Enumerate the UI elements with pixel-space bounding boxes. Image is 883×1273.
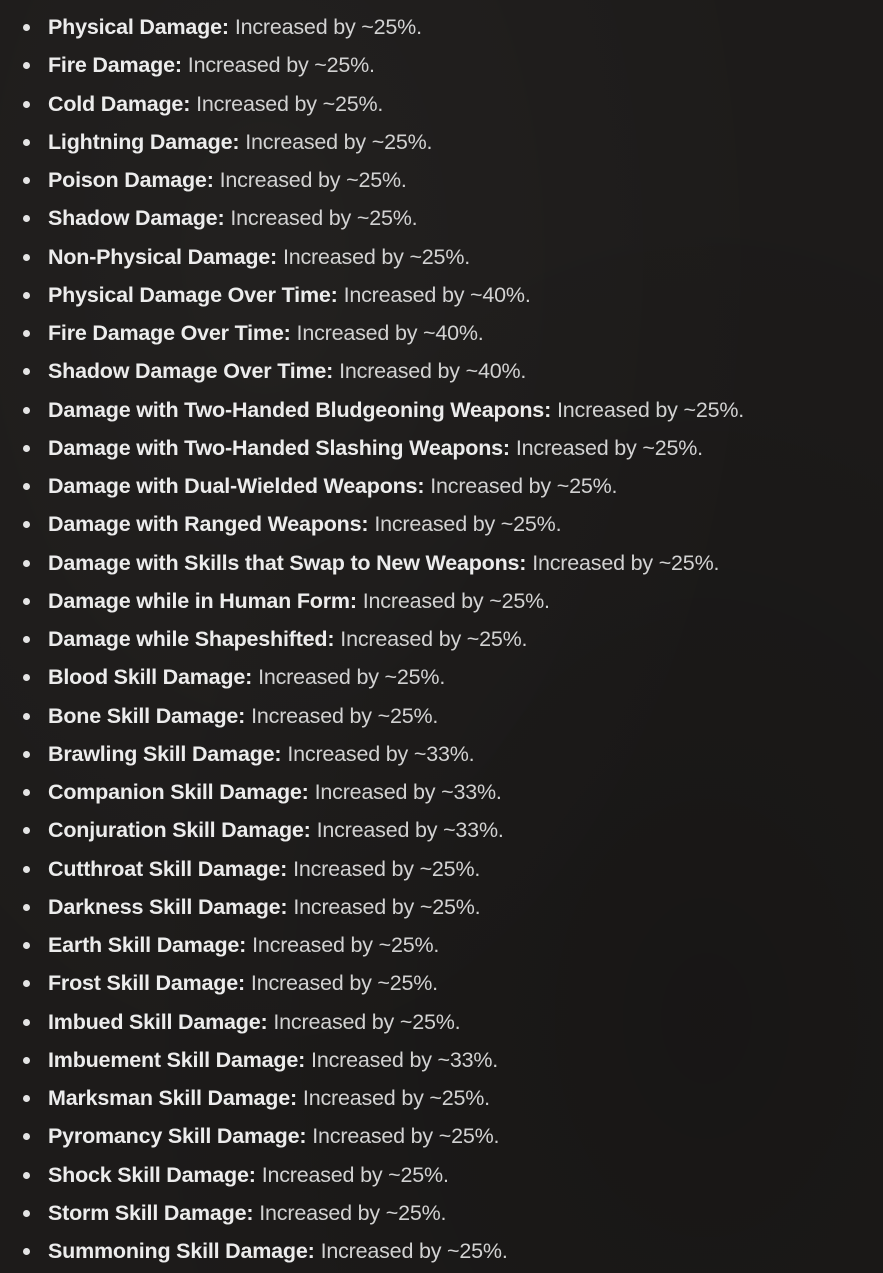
modifier-name: Damage with Two-Handed Slashing Weapons: bbox=[48, 435, 510, 460]
modifier-name: Blood Skill Damage: bbox=[48, 665, 253, 690]
modifier-name: Damage with Dual-Wielded Weapons: bbox=[48, 474, 425, 498]
modifier-value: Increased by ~25%. bbox=[219, 168, 407, 192]
modifier-name: Physical Damage: bbox=[48, 15, 229, 39]
modifier-name: Shock Skill Damage: bbox=[48, 1162, 256, 1187]
modifier-value: Increased by ~25%. bbox=[430, 474, 618, 498]
bullet-icon bbox=[23, 1248, 30, 1255]
list-item bbox=[0, 697, 883, 735]
list-item bbox=[0, 85, 883, 123]
list-item bbox=[0, 8, 883, 46]
modifier-value: Increased by ~25%. bbox=[515, 435, 703, 460]
modifier-name: Imbued Skill Damage: bbox=[48, 1009, 268, 1034]
modifier-name: Conjuration Skill Damage: bbox=[48, 818, 311, 843]
modifier-value: Increased by ~25%. bbox=[250, 971, 438, 996]
modifier-name: Lightning Damage: bbox=[48, 129, 240, 154]
modifier-value: Increased by ~33%. bbox=[316, 818, 504, 843]
bullet-icon bbox=[23, 636, 30, 643]
modifier-value: Increased by ~25%. bbox=[251, 703, 439, 728]
bullet-icon bbox=[23, 560, 30, 567]
modifier-name: Cold Damage: bbox=[48, 91, 191, 116]
modifier-value: Increased by ~25%. bbox=[252, 933, 440, 957]
bullet-icon bbox=[23, 62, 30, 69]
list-item bbox=[0, 582, 883, 620]
modifier-name: Cutthroat Skill Damage: bbox=[48, 856, 288, 881]
list-item bbox=[0, 658, 883, 696]
list-item bbox=[0, 1156, 883, 1194]
modifier-name: Summoning Skill Damage: bbox=[48, 1239, 315, 1263]
modifier-value: Increased by ~25%. bbox=[293, 894, 481, 919]
modifier-name: Damage with Ranged Weapons: bbox=[48, 512, 369, 537]
bullet-icon bbox=[23, 101, 30, 108]
list-item bbox=[0, 238, 883, 276]
modifier-name: Shadow Damage Over Time: bbox=[48, 359, 334, 384]
bullet-icon bbox=[23, 330, 30, 337]
bullet-icon bbox=[23, 292, 30, 299]
bullet-icon bbox=[23, 1133, 30, 1140]
bullet-icon bbox=[23, 254, 30, 261]
bullet-icon bbox=[23, 598, 30, 605]
bullet-icon bbox=[23, 521, 30, 528]
modifier-value: Increased by ~25%. bbox=[187, 53, 375, 78]
modifier-value: Increased by ~25%. bbox=[282, 244, 471, 269]
bullet-icon bbox=[23, 674, 30, 681]
list-item bbox=[0, 1003, 883, 1041]
modifier-value: Increased by ~33%. bbox=[311, 1047, 499, 1072]
modifier-name: Companion Skill Damage: bbox=[48, 780, 309, 804]
list-item bbox=[0, 1194, 883, 1232]
bullet-icon bbox=[23, 827, 30, 834]
modifier-name: Marksman Skill Damage: bbox=[48, 1086, 297, 1110]
modifier-value: Increased by ~25%. bbox=[196, 91, 384, 116]
modifier-name: Damage while Shapeshifted: bbox=[48, 627, 335, 651]
bullet-icon bbox=[23, 713, 30, 720]
modifier-name: Darkness Skill Damage: bbox=[48, 894, 288, 919]
content-area bbox=[0, 8, 883, 1270]
modifier-value: Increased by ~25%. bbox=[320, 1239, 508, 1263]
modifier-name: Damage with Two-Handed Bludgeoning Weapons: bbox=[48, 397, 552, 422]
list-item bbox=[0, 352, 883, 390]
list-item bbox=[0, 620, 883, 658]
list-item bbox=[0, 735, 883, 773]
list-item bbox=[0, 123, 883, 161]
list-item bbox=[0, 1117, 883, 1155]
bullet-icon bbox=[23, 368, 30, 375]
modifier-value: Increased by ~33%. bbox=[287, 741, 475, 766]
modifier-name: Frost Skill Damage: bbox=[48, 971, 245, 996]
bullet-icon bbox=[23, 445, 30, 452]
list-item bbox=[0, 199, 883, 237]
bullet-icon bbox=[23, 1057, 30, 1064]
list-item bbox=[0, 467, 883, 505]
modifier-value: Increased by ~40%. bbox=[296, 321, 484, 345]
bullet-icon bbox=[23, 24, 30, 31]
modifier-name: Storm Skill Damage: bbox=[48, 1200, 254, 1225]
list-item bbox=[0, 888, 883, 926]
modifier-value: Increased by ~25%. bbox=[293, 856, 481, 881]
modifier-value: Increased by ~25%. bbox=[245, 129, 433, 154]
bullet-icon bbox=[23, 483, 30, 490]
bullet-icon bbox=[23, 751, 30, 758]
modifier-value: Increased by ~25%. bbox=[261, 1162, 449, 1187]
list-item bbox=[0, 161, 883, 199]
modifier-value: Increased by ~25%. bbox=[374, 512, 562, 537]
bullet-icon bbox=[23, 1019, 30, 1026]
modifier-value: Increased by ~25%. bbox=[302, 1086, 490, 1110]
bullet-icon bbox=[23, 215, 30, 222]
bullet-icon bbox=[23, 866, 30, 873]
bullet-icon bbox=[23, 1095, 30, 1102]
modifier-value: Increased by ~25%. bbox=[258, 665, 446, 690]
modifier-value: Increased by ~40%. bbox=[343, 282, 531, 307]
modifier-name: Imbuement Skill Damage: bbox=[48, 1047, 306, 1072]
bullet-icon bbox=[23, 1210, 30, 1217]
bullet-icon bbox=[23, 407, 30, 414]
modifier-value: Increased by ~25%. bbox=[273, 1009, 461, 1034]
list-item bbox=[0, 276, 883, 314]
modifier-value: Increased by ~33%. bbox=[314, 780, 502, 804]
modifier-name: Damage with Skills that Swap to New Weapons: bbox=[48, 550, 527, 575]
modifier-value: Increased by ~25%. bbox=[259, 1200, 447, 1225]
list-item bbox=[0, 46, 883, 84]
list-item bbox=[0, 1079, 883, 1117]
bullet-icon bbox=[23, 1172, 30, 1179]
damage-modifier-list bbox=[0, 8, 883, 1270]
modifier-value: Increased by ~25%. bbox=[234, 15, 422, 39]
list-item bbox=[0, 773, 883, 811]
modifier-name: Fire Damage: bbox=[48, 53, 182, 78]
bullet-icon bbox=[23, 904, 30, 911]
bullet-icon bbox=[23, 139, 30, 146]
list-item bbox=[0, 314, 883, 352]
modifier-value: Increased by ~25%. bbox=[532, 550, 720, 575]
modifier-value: Increased by ~25%. bbox=[362, 588, 550, 613]
list-item bbox=[0, 1232, 883, 1270]
list-item bbox=[0, 850, 883, 888]
list-item bbox=[0, 391, 883, 429]
modifier-name: Brawling Skill Damage: bbox=[48, 741, 282, 766]
bullet-icon bbox=[23, 789, 30, 796]
modifier-name: Pyromancy Skill Damage: bbox=[48, 1124, 307, 1149]
modifier-name: Bone Skill Damage: bbox=[48, 703, 246, 728]
modifier-name: Poison Damage: bbox=[48, 168, 214, 192]
modifier-name: Fire Damage Over Time: bbox=[48, 321, 291, 345]
modifier-name: Physical Damage Over Time: bbox=[48, 282, 338, 307]
modifier-value: Increased by ~25%. bbox=[340, 627, 528, 651]
list-item bbox=[0, 811, 883, 849]
modifier-name: Shadow Damage: bbox=[48, 206, 225, 231]
modifier-name: Damage while in Human Form: bbox=[48, 588, 357, 613]
list-item bbox=[0, 429, 883, 467]
modifier-name: Non-Physical Damage: bbox=[48, 244, 277, 269]
bullet-icon bbox=[23, 177, 30, 184]
modifier-value: Increased by ~25%. bbox=[230, 206, 418, 231]
modifier-name: Earth Skill Damage: bbox=[48, 933, 247, 957]
list-item bbox=[0, 544, 883, 582]
list-item bbox=[0, 964, 883, 1002]
list-item bbox=[0, 926, 883, 964]
bullet-icon bbox=[23, 942, 30, 949]
modifier-value: Increased by ~40%. bbox=[339, 359, 527, 384]
bullet-icon bbox=[23, 980, 30, 987]
list-item bbox=[0, 505, 883, 543]
modifier-value: Increased by ~25%. bbox=[312, 1124, 500, 1149]
modifier-value: Increased by ~25%. bbox=[557, 397, 745, 422]
list-item bbox=[0, 1041, 883, 1079]
